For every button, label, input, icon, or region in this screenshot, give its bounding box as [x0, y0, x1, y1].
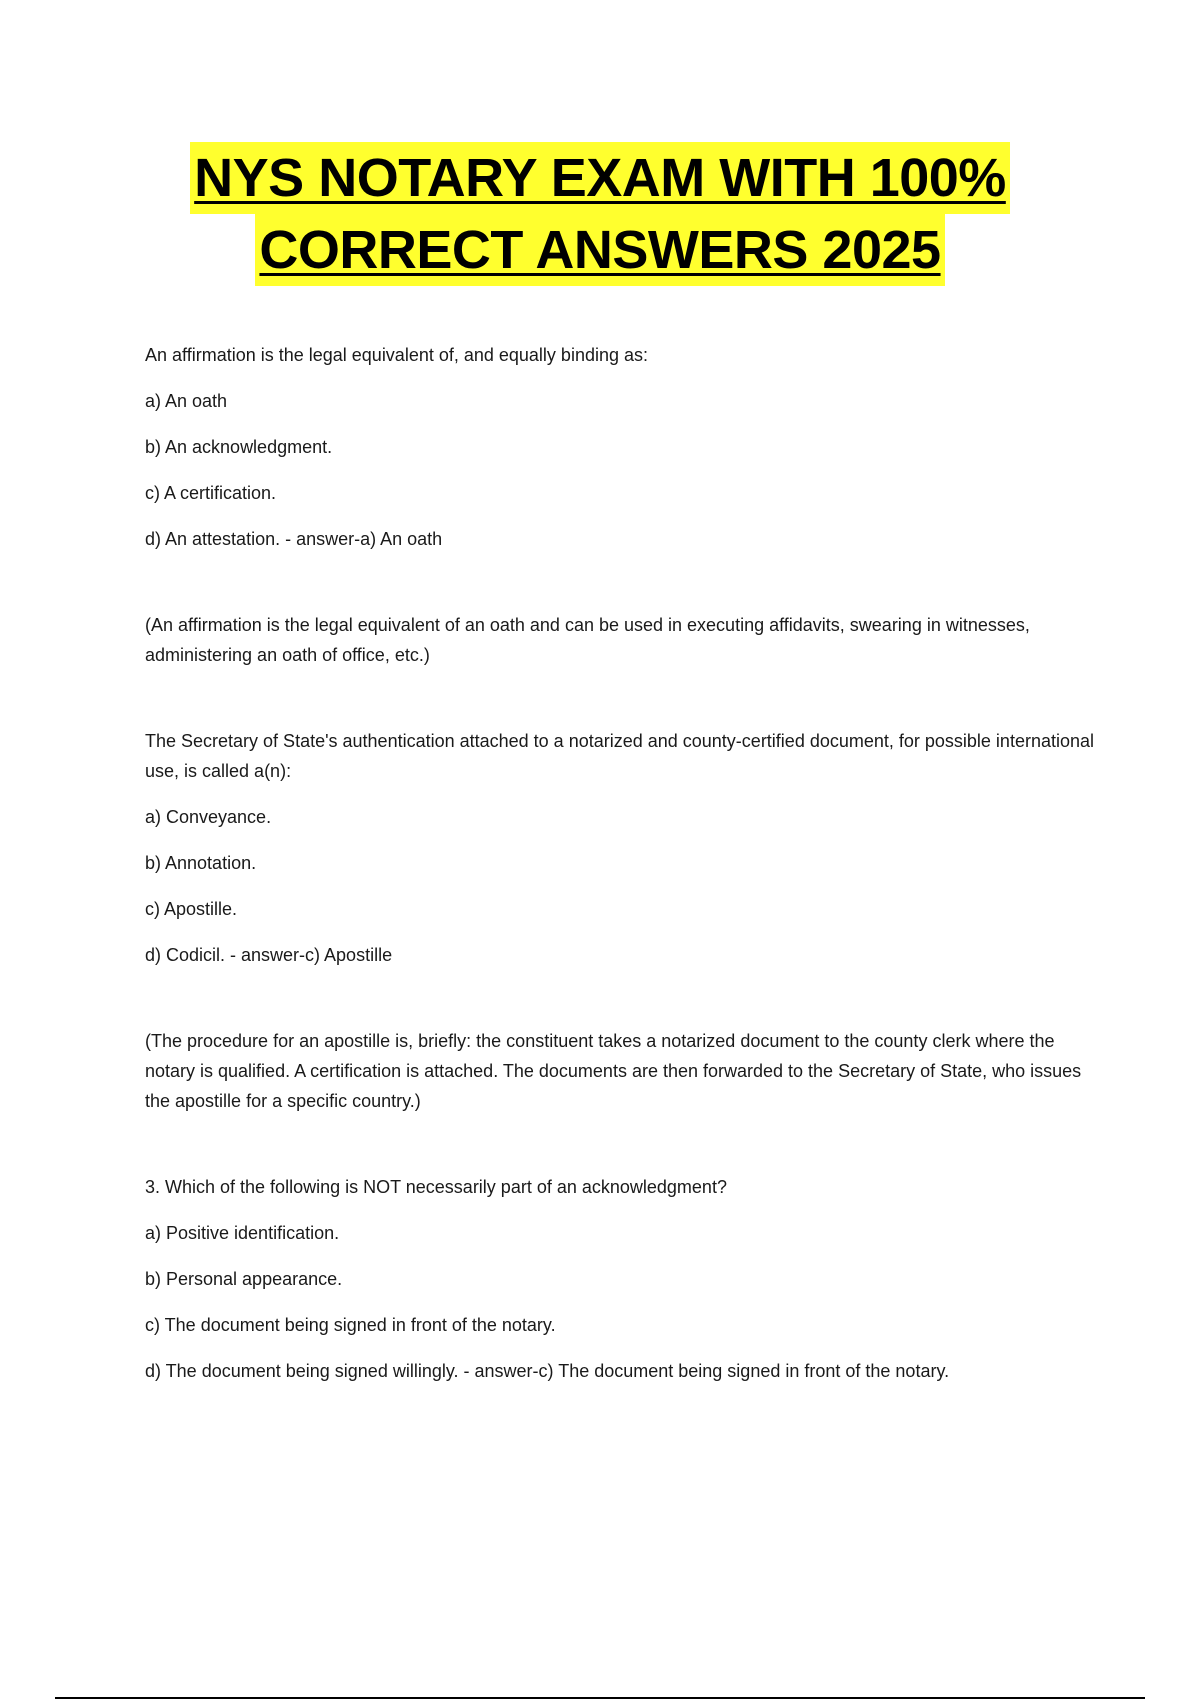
answer-option: b) Personal appearance.: [145, 1269, 343, 1289]
answer-option: d) Codicil. - answer-c) Apostille: [145, 945, 393, 965]
document-title: [0, 142, 1200, 286]
question-block-3: [145, 1172, 1095, 1386]
document-body: [145, 340, 1095, 1402]
answer-option: d) The document being signed willingly. - answer-c) The document being signed in front of the notary.: [145, 1361, 950, 1381]
answer-option: c) A certification.: [145, 483, 277, 503]
title-line-2: CORRECT ANSWERS 2025: [255, 214, 944, 286]
answer-option: c) Apostille.: [145, 899, 238, 919]
answer-option: d) An attestation. - answer-a) An oath: [145, 529, 443, 549]
answer-option: b) An acknowledgment.: [145, 437, 333, 457]
question-explanation: (The procedure for an apostille is, briefly: the constituent takes a notarized document to the county clerk where the notary is qualified. A certification is attached. The documents are then forwarded to the Secretary of State, who issues the apostille for a specific country.): [145, 1031, 1082, 1111]
answer-option: a) Positive identification.: [145, 1223, 340, 1243]
question-block-1: [145, 340, 1095, 670]
page-bottom-rule: [55, 1697, 1145, 1699]
title-line-1: NYS NOTARY EXAM WITH 100%: [190, 142, 1010, 214]
answer-option: b) Annotation.: [145, 853, 257, 873]
question-explanation: (An affirmation is the legal equivalent of an oath and can be used in executing affidavits, swearing in witnesses, administering an oath of office, etc.): [145, 615, 1030, 665]
question-prompt: An affirmation is the legal equivalent of, and equally binding as:: [145, 345, 648, 365]
question-block-2: [145, 726, 1095, 1116]
question-prompt: 3. Which of the following is NOT necessarily part of an acknowledgment?: [145, 1177, 727, 1197]
question-prompt: The Secretary of State's authentication attached to a notarized and county-certified document, for possible international use, is called a(n):: [145, 731, 1094, 781]
answer-option: c) The document being signed in front of the notary.: [145, 1315, 556, 1335]
answer-option: a) An oath: [145, 391, 228, 411]
answer-option: a) Conveyance.: [145, 807, 272, 827]
